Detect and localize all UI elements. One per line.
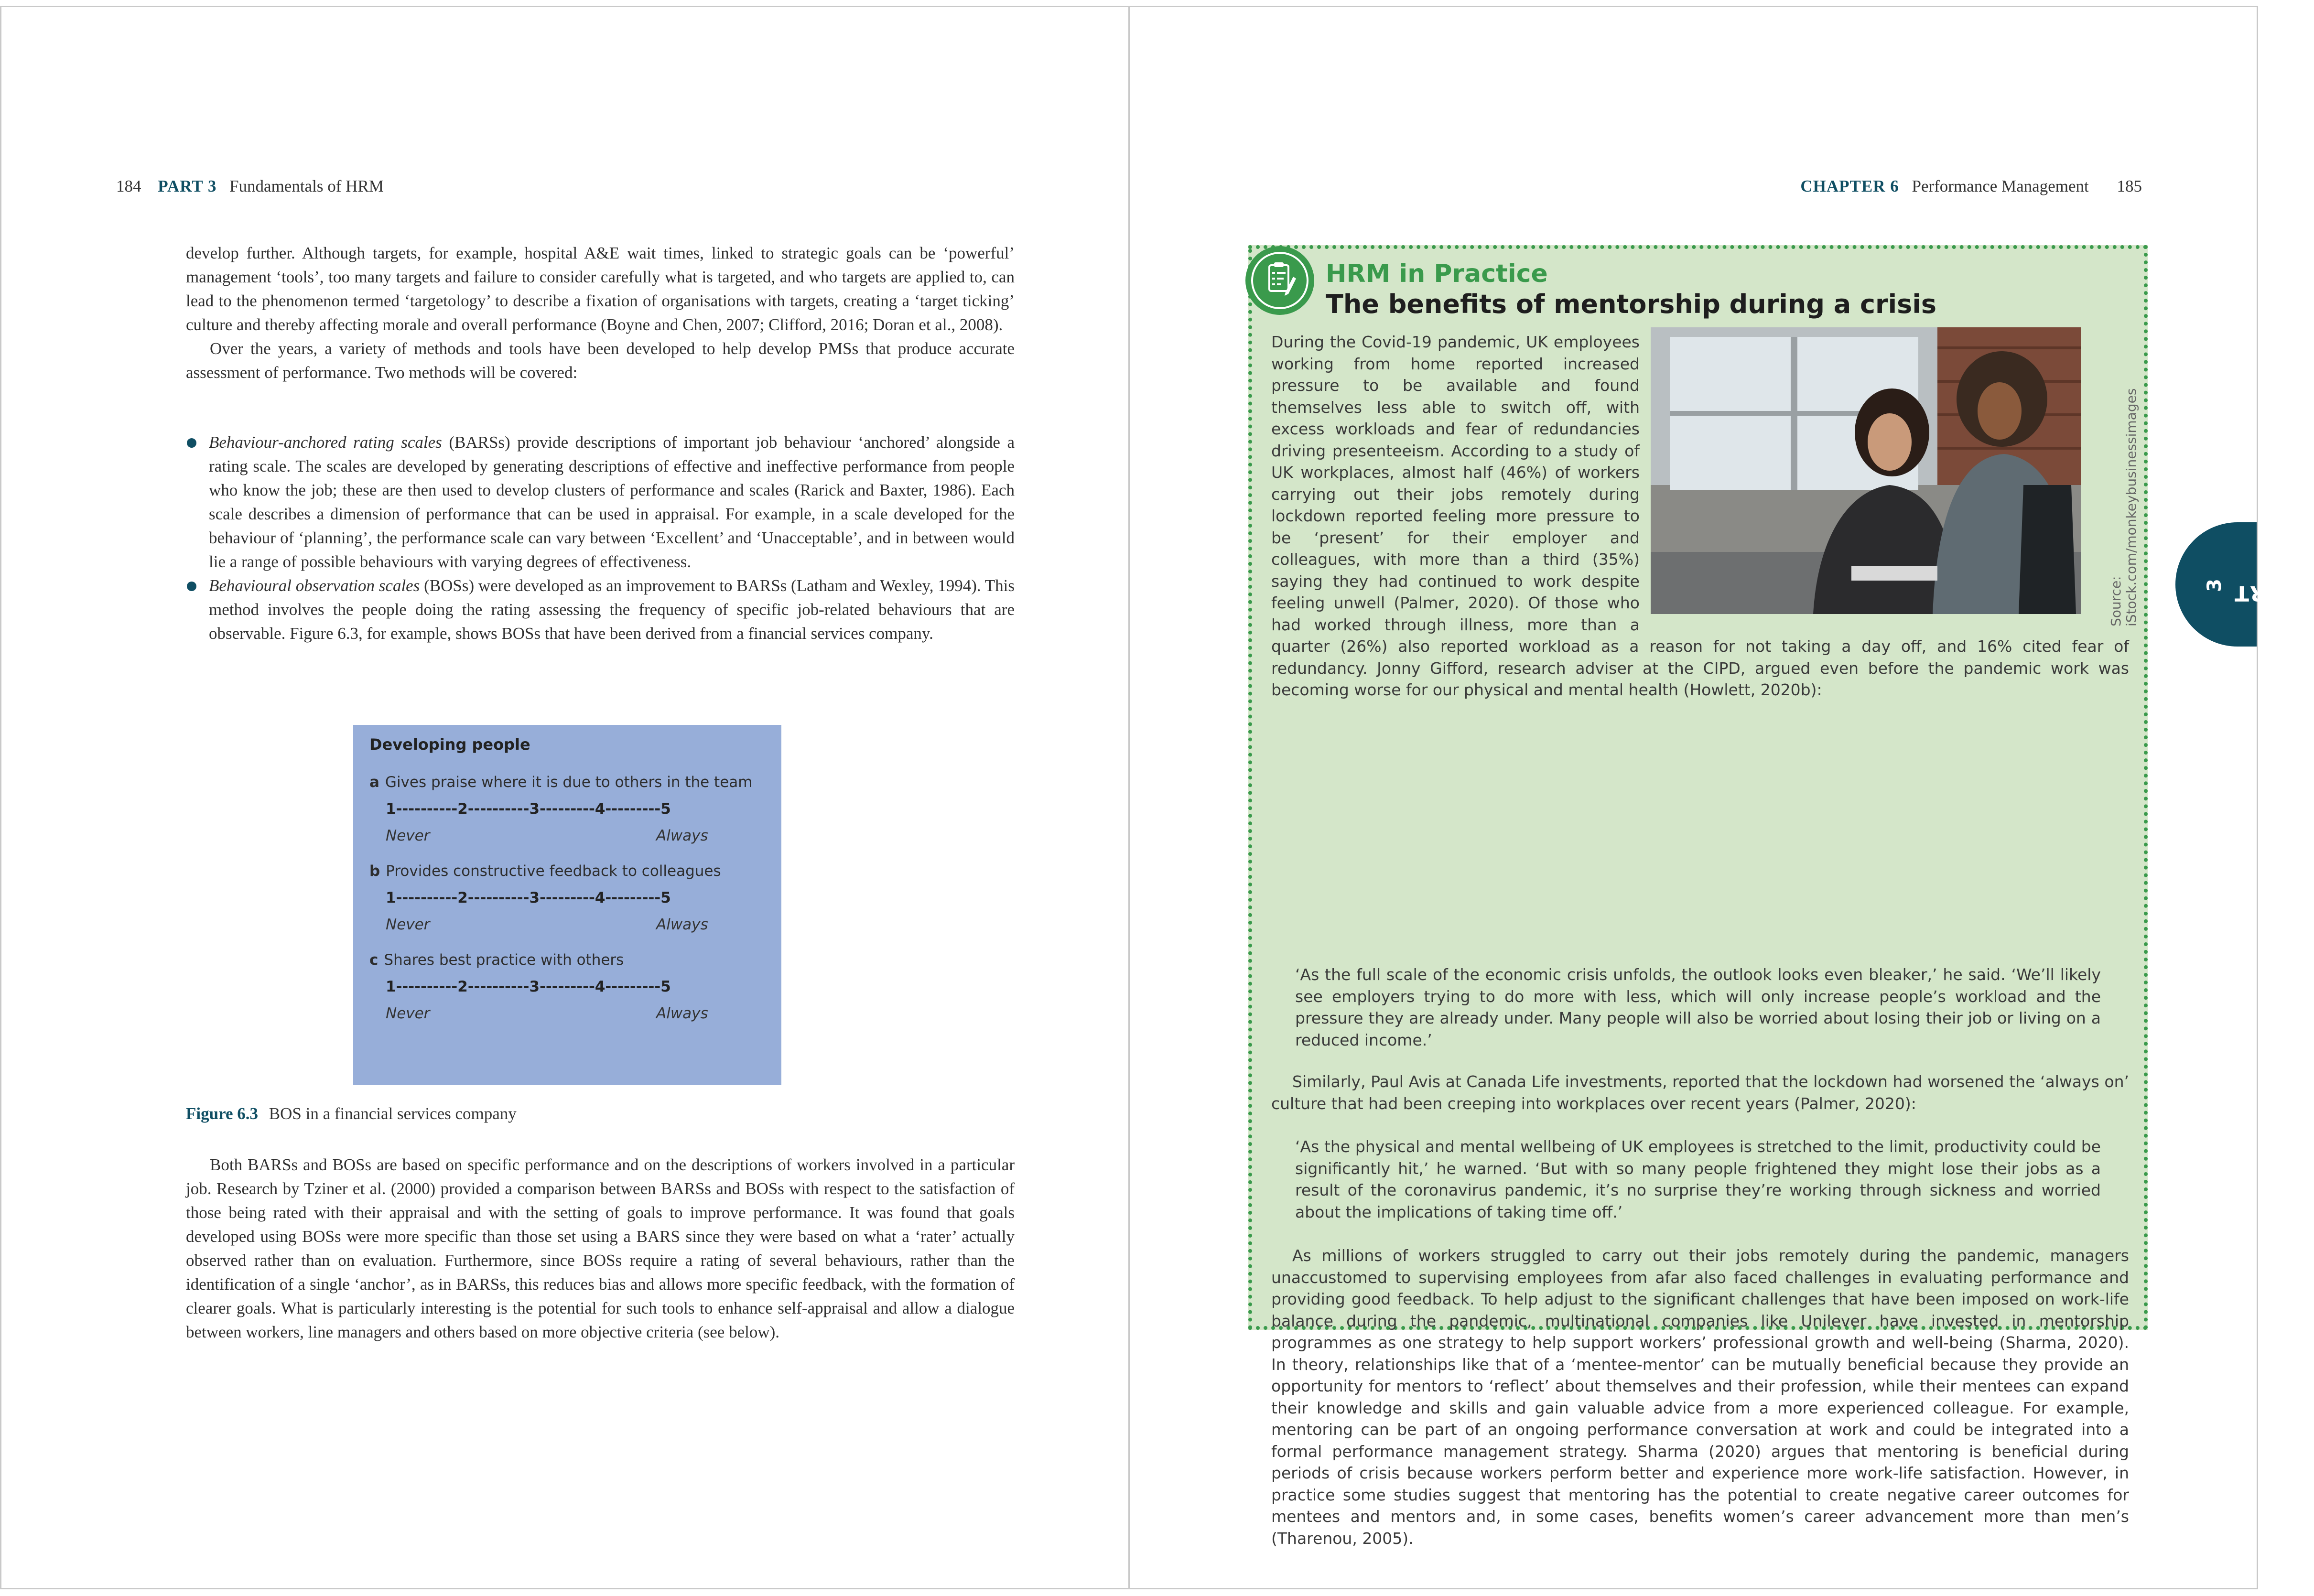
right-page — [1128, 6, 2300, 1589]
left-page — [0, 6, 1130, 1589]
scale-low-label: Never — [386, 1005, 430, 1022]
scale-low-label: Never — [386, 827, 430, 844]
clipboard-icon — [1245, 246, 1314, 315]
running-head-right — [1800, 177, 2142, 196]
part-tab-number: 3 — [2204, 577, 2226, 592]
list-item — [186, 431, 1015, 574]
running-head-left — [116, 177, 384, 196]
figure-caption — [186, 1104, 517, 1123]
intro-text — [186, 241, 1015, 385]
scale-item — [369, 951, 781, 1024]
quote-block: ‘As the physical and mental wellbeing of UK employees is stretched to the limit, productivity could be significantly hit,’ he warned. ‘But with so many people frightened they might lose their jobs as a result of the coronavirus pandemic, it’s no surprise they’re working through sickness and worried about the implications of taking time off.’ — [1295, 1137, 2101, 1221]
scale-item — [369, 774, 781, 846]
bullet-text: (BARSs) provide descriptions of important job behaviour ‘anchored’ alongside a rating scale. The scales are developed by generating descriptions of effective and ineffective performance from people who know the job; these are then used to develop clusters of performance and scales (Rarick and Baxter, 1986). Each scale describes a dimension of performance that can be used in appraisal. For example, in a scale developed for the behaviour of ‘planning’, the performance scale can vary between ‘Excellent’ and ‘Unacceptable’, and in between would lie a range of possible behaviours with varying degrees of effectiveness. — [209, 433, 1015, 571]
hrm-in-practice-box — [1248, 245, 2148, 1548]
part-thumb-tab — [2175, 522, 2300, 647]
figure-caption-text: BOS in a financial services company — [269, 1104, 517, 1123]
bullet-icon — [187, 438, 196, 448]
item-letter: a — [369, 774, 379, 791]
bullet-term: Behavioural observation scales — [209, 576, 420, 595]
bullet-term: Behaviour-anchored rating scales — [209, 433, 442, 452]
item-text: Provides constructive feedback to colleagues — [386, 863, 721, 880]
page-number: 184 — [116, 177, 141, 195]
paragraph: Over the years, a variety of methods and tools have been developed to help develop PMSs that produce accurate assessment of performance. Two methods will be covered: — [186, 339, 1015, 382]
part-title: Fundamentals of HRM — [229, 177, 384, 195]
rating-scale: 1----------2----------3---------4---------5 — [386, 978, 671, 995]
rating-scale: 1----------2----------3---------4---------5 — [386, 889, 671, 906]
item-letter: b — [369, 863, 380, 880]
box-title: The benefits of mentorship during a crisis — [1326, 289, 1936, 319]
paragraph: develop further. Although targets, for example, hospital A&E wait times, linked to strategic goals can be ‘powerful’ management ‘tools’, too many targets and failure to consider carefully what is targeted, and who targets are applied to, can lead to the phenomenon termed ‘targetology’ to describe a fixation of organisations with targets, creating a ‘target ticking’ culture and thereby affecting morale and overall performance (Boyne and Chen, 2007; Clifford, 2016; Doran et al., 2008). — [186, 244, 1015, 334]
scale-item — [369, 863, 781, 935]
chapter-title: Performance Management — [1912, 177, 2089, 195]
part-tab-label: PART — [2232, 581, 2300, 605]
bullet-icon — [187, 582, 196, 591]
scale-high-label: Always — [656, 827, 708, 844]
item-text: Shares best practice with others — [384, 951, 624, 969]
box-kicker: HRM in Practice — [1326, 259, 1548, 288]
bullet-text: (BOSs) were developed as an improvement to BARSs (Latham and Wexley, 1994). This method involves the people doing the rating assessing the frequency of specific job-related behaviours that are observable. Figure 6.3, for example, shows BOSs that have been derived from a financial services company. — [209, 576, 1015, 643]
scale-low-label: Never — [386, 916, 430, 933]
item-text: Gives praise where it is due to others in the team — [385, 774, 753, 791]
list-item — [186, 574, 1015, 646]
figure-bos-scale — [353, 725, 781, 1085]
scale-high-label: Always — [656, 916, 708, 933]
box-paragraph: As millions of workers struggled to carry out their jobs remotely during the pandemic, managers unaccustomed to supervising employees from afar also faced challenges in evaluating performance and providing good feedback. To help adjust to the significant challenges that have been imposed on work-life balance during the pandemic, multinational companies like Unilever have invested in mentorship programmes as one strategy to help support workers’ professional growth and well-being (Sharma, 2020). In theory, relationships like that of a ‘mentee-mentor’ can be mutually beneficial because they provide an opportunity for mentors to ‘reflect’ about themselves and their profession, while their mentees can expand their knowledge and skills and gain valuable advice from a more experienced colleague. For example, mentoring can be part of an ongoing performance conversation at work and could be integrated into a formal performance management strategy. Sharma (2020) argues that mentoring is beneficial during periods of crisis because workers perform better and experience more work-life satisfaction. However, in practice some studies suggest that mentoring has the potential to create negative career outcomes for mentees and mentors and, in some cases, benefits women’s career advancement more than men’s (Tharenou, 2005). — [1271, 1246, 2129, 1548]
page-number: 185 — [2117, 177, 2142, 195]
paragraph: Both BARSs and BOSs are based on specific performance and on the descriptions of workers involved in a particular job. Research by Tziner et al. (2000) provided a comparison between BARSs and BOSs with respect to the satisfaction of those being rated with their appraisal and with the setting of goals to improve performance. It was found that goals developed using BOSs were more specific than those set using a BARS since they were based on what a ‘rater’ actually observed rather than on evaluation. Furthermore, since BOSs require a rating of several behaviours, rather than the identification of a single ‘anchor’, as in BARSs, this reduces bias and allows more specific feedback, with the formation of clearer goals. What is particularly interesting is the potential for such tools to enhance self-appraisal and allow a dialogue between workers, line managers and others based on more objective criteria (see below). — [186, 1155, 1015, 1341]
method-list — [186, 431, 1015, 646]
box-paragraph: Similarly, Paul Avis at Canada Life investments, reported that the lockdown had worsened the ‘always on’ culture that had been creeping into workplaces over recent years (Palmer, 2020): — [1271, 1072, 2129, 1113]
quote-block: ‘As the full scale of the economic crisis unfolds, the outlook looks even bleaker,’ he said. ‘We’ll likely see employers trying to do more with less, which will only increase people’s workload and the pressure they are already under. Many people will also be worried about losing their job or living on a reduced income.’ — [1295, 965, 2101, 1049]
photo-credit: Source: iStock.com/monkeybusinessimages — [2108, 388, 2139, 626]
rating-scale: 1----------2----------3---------4---------5 — [386, 800, 671, 818]
figure-heading: Developing people — [369, 735, 530, 754]
part-label: PART 3 — [158, 177, 217, 195]
figure-label: Figure 6.3 — [186, 1104, 259, 1123]
item-letter: c — [369, 951, 378, 969]
box-intro-paragraph: During the Covid-19 pandemic, UK employees working from home reported increased pressure to be available and found themselves less able to switch off, with excess workloads and fear of redundancies driving presenteeism. According to a study of UK workplaces, almost half (46%) of workers carrying out their jobs remotely during lockdown reported feeling more pressure to be ‘present’ for their employer and colleagues, with more than a third (35%) saying they had continued to work despite feeling unwell (Palmer, 2020). Of those who had worked through illness, more than a quarter (26%) also reported workload as a reason for not taking a day off, and 16% cited fear of redundancy. Jonny Gifford, research adviser at the CIPD, argued even before the pandemic work was becoming worse for our physical and mental health (Howlett, 2020b): — [1271, 333, 2129, 699]
chapter-label: CHAPTER 6 — [1800, 177, 1899, 195]
scale-high-label: Always — [656, 1005, 708, 1022]
